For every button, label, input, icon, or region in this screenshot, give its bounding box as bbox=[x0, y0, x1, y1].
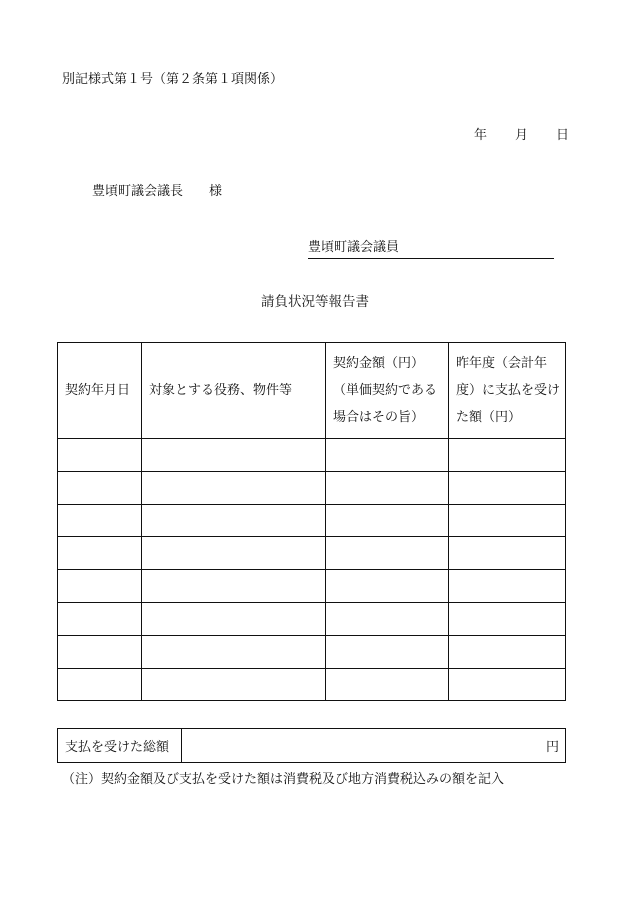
header-target-service: 対象とする役務、物件等 bbox=[142, 343, 326, 439]
cell-contract-amount[interactable] bbox=[326, 668, 449, 701]
addressee-name: 豊頃町議会議長 bbox=[92, 184, 184, 199]
total-row bbox=[58, 729, 566, 763]
cell-last-year-paid[interactable] bbox=[449, 439, 566, 472]
header-contract-amount: 契約金額（円） （単価契約である 場合はその旨） bbox=[326, 343, 449, 439]
cell-contract-amount[interactable] bbox=[326, 537, 449, 570]
cell-target-service[interactable] bbox=[142, 439, 326, 472]
total-label: 支払を受けた総額 bbox=[58, 729, 182, 763]
reporter-label: 豊頃町議会議員 bbox=[308, 240, 400, 255]
cell-target-service[interactable] bbox=[142, 668, 326, 701]
cell-last-year-paid[interactable] bbox=[449, 668, 566, 701]
cell-contract-amount[interactable] bbox=[326, 602, 449, 635]
date-month-label: 月 bbox=[515, 128, 529, 143]
reporter-signature-line[interactable] bbox=[308, 236, 554, 259]
cell-contract-amount[interactable] bbox=[326, 570, 449, 603]
cell-contract-date[interactable] bbox=[58, 668, 142, 701]
date-line bbox=[474, 124, 569, 143]
cell-contract-amount[interactable] bbox=[326, 439, 449, 472]
document-title: 請負状況等報告書 bbox=[261, 294, 369, 310]
total-table bbox=[57, 728, 566, 763]
cell-target-service[interactable] bbox=[142, 504, 326, 537]
cell-contract-date[interactable] bbox=[58, 570, 142, 603]
footnote: （注）契約金額及び支払を受けた額は消費税及び地方消費税込みの額を記入 bbox=[62, 772, 505, 787]
cell-contract-date[interactable] bbox=[58, 635, 142, 668]
cell-target-service[interactable] bbox=[142, 635, 326, 668]
cell-contract-amount[interactable] bbox=[326, 504, 449, 537]
form-number: 別記様式第１号（第２条第１項関係） bbox=[62, 72, 284, 87]
date-day-label: 日 bbox=[556, 128, 570, 143]
table-row bbox=[58, 668, 566, 701]
addressee-honorific: 様 bbox=[209, 184, 223, 199]
cell-target-service[interactable] bbox=[142, 537, 326, 570]
cell-last-year-paid[interactable] bbox=[449, 602, 566, 635]
cell-contract-date[interactable] bbox=[58, 471, 142, 504]
cell-contract-date[interactable] bbox=[58, 537, 142, 570]
cell-contract-date[interactable] bbox=[58, 602, 142, 635]
table-row bbox=[58, 570, 566, 603]
cell-target-service[interactable] bbox=[142, 602, 326, 635]
table-row bbox=[58, 635, 566, 668]
cell-contract-amount[interactable] bbox=[326, 471, 449, 504]
total-amount-cell[interactable] bbox=[182, 729, 566, 763]
cell-target-service[interactable] bbox=[142, 570, 326, 603]
table-row bbox=[58, 504, 566, 537]
table-row bbox=[58, 537, 566, 570]
cell-last-year-paid[interactable] bbox=[449, 471, 566, 504]
cell-last-year-paid[interactable] bbox=[449, 570, 566, 603]
date-year-label: 年 bbox=[474, 128, 488, 143]
total-unit: 円 bbox=[545, 740, 559, 755]
table-row bbox=[58, 471, 566, 504]
contract-table bbox=[57, 342, 566, 701]
cell-last-year-paid[interactable] bbox=[449, 635, 566, 668]
cell-target-service[interactable] bbox=[142, 471, 326, 504]
header-last-year-paid: 昨年度（会計年 度）に支払を受け た額（円） bbox=[449, 343, 566, 439]
cell-last-year-paid[interactable] bbox=[449, 504, 566, 537]
cell-contract-amount[interactable] bbox=[326, 635, 449, 668]
addressee bbox=[92, 180, 222, 199]
header-contract-date: 契約年月日 bbox=[58, 343, 142, 439]
table-row bbox=[58, 602, 566, 635]
table-header-row bbox=[58, 343, 566, 439]
table-row bbox=[58, 439, 566, 472]
cell-contract-date[interactable] bbox=[58, 504, 142, 537]
cell-last-year-paid[interactable] bbox=[449, 537, 566, 570]
cell-contract-date[interactable] bbox=[58, 439, 142, 472]
